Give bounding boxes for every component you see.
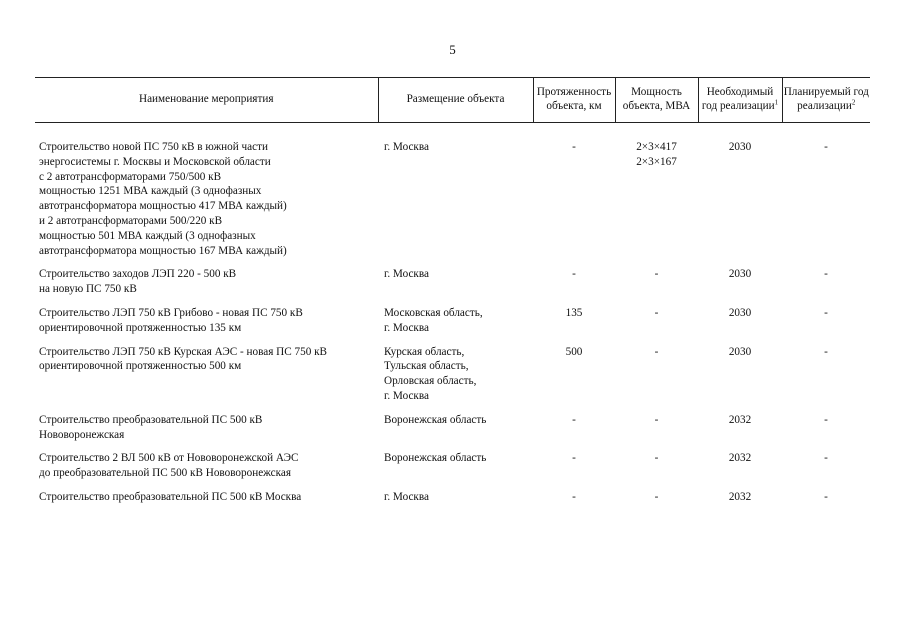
cell-measure-name-line: Строительство ЛЭП 750 кВ Грибово - новая ПС 750 кВ	[39, 306, 303, 319]
cell-measure-name-line: Нововоронежская	[39, 428, 125, 441]
cell-planned-year: -	[824, 345, 828, 358]
cell-power	[615, 306, 698, 345]
cell-measure-name	[35, 267, 378, 306]
cell-measure-name	[35, 490, 378, 514]
cell-measure-name-line: ориентировочной протяженностью 500 км	[39, 360, 242, 373]
cell-location-line: г. Москва	[384, 141, 429, 153]
cell-power-line: 2×3×167	[636, 155, 677, 168]
cell-required-year: 2030	[728, 306, 752, 319]
measures-table	[35, 77, 870, 514]
cell-power-line: -	[654, 306, 659, 319]
cell-location-line: Воронежская область	[384, 452, 487, 465]
cell-required-year: 2030	[728, 345, 752, 358]
column-header-power: Мощность объекта, МВА	[615, 78, 698, 123]
cell-required-year: 2032	[728, 490, 752, 503]
cell-length: -	[572, 268, 576, 281]
table-row	[35, 413, 870, 452]
cell-location-line: Курская область,	[384, 345, 465, 358]
cell-planned-year: -	[824, 413, 828, 426]
cell-required-year: 2030	[728, 268, 752, 281]
cell-power	[615, 490, 698, 514]
cell-measure-name-line: на новую ПС 750 кВ	[39, 283, 137, 296]
cell-length: 500	[565, 345, 583, 358]
cell-measure-name	[35, 123, 378, 268]
cell-measure-name-line: Строительство новой ПС 750 кВ в южной части	[39, 141, 268, 153]
column-header-planned-year: Планируемый год реализации$^2$	[782, 78, 870, 123]
cell-measure-name-line: и 2 автотрансформаторами 500/220 кВ	[39, 214, 223, 227]
cell-length: -	[572, 413, 576, 426]
cell-location	[378, 451, 533, 490]
cell-location-line: г. Москва	[384, 321, 429, 334]
cell-location-line: г. Москва	[384, 490, 429, 503]
column-header-length: Протяженность объекта, км	[533, 78, 615, 123]
cell-location	[378, 345, 533, 413]
column-header-measure-name: Наименование мероприятия	[35, 78, 378, 123]
cell-location	[378, 267, 533, 306]
footnote-marker: 2	[851, 98, 856, 107]
cell-measure-name-line: ориентировочной протяженностью 135 км	[39, 321, 242, 334]
cell-power-line: -	[654, 490, 659, 503]
cell-power	[615, 413, 698, 452]
cell-required-year: 2032	[728, 413, 752, 426]
column-header-required-year: Необходимый год реализации$^1$	[698, 78, 782, 123]
cell-power	[615, 267, 698, 306]
cell-measure-name-line: Строительство преобразовательной ПС 500 кВ Москва	[39, 490, 302, 503]
cell-required-year: 2032	[728, 452, 752, 465]
cell-location	[378, 123, 533, 268]
cell-measure-name	[35, 306, 378, 345]
cell-measure-name-line: энергосистемы г. Москвы и Московской области	[39, 155, 271, 168]
cell-measure-name-line: до преобразовательной ПС 500 кВ Нововоронежская	[39, 467, 292, 480]
cell-location	[378, 306, 533, 345]
cell-location-line: Тульская область,	[384, 360, 469, 373]
cell-location-line: Московская область,	[384, 306, 483, 319]
cell-measure-name-line: с 2 автотрансформаторами 750/500 кВ	[39, 170, 222, 183]
cell-measure-name-line: мощностью 1251 МВА каждый (3 однофазных	[39, 185, 262, 198]
cell-measure-name-line: Строительство преобразовательной ПС 500 кВ	[39, 413, 263, 426]
cell-measure-name	[35, 451, 378, 490]
cell-measure-name	[35, 345, 378, 413]
cell-measure-name-line: Строительство 2 ВЛ 500 кВ от Нововоронежской АЭС	[39, 452, 299, 465]
cell-power	[615, 451, 698, 490]
table-body	[35, 123, 870, 514]
cell-measure-name-line: автотрансформатора мощностью 167 МВА каждый)	[39, 244, 287, 257]
cell-power-line: -	[654, 268, 659, 281]
cell-measure-name	[35, 413, 378, 452]
table-row	[35, 306, 870, 345]
cell-location	[378, 490, 533, 514]
cell-power-line: -	[654, 345, 659, 358]
cell-location	[378, 413, 533, 452]
cell-measure-name-line: мощностью 501 МВА каждый (3 однофазных	[39, 229, 256, 242]
cell-planned-year: -	[824, 306, 828, 319]
cell-location-line: г. Москва	[384, 389, 429, 402]
cell-power-line: 2×3×417	[636, 141, 677, 153]
cell-planned-year: -	[824, 490, 828, 503]
table-row	[35, 345, 870, 413]
cell-power	[615, 345, 698, 413]
table-row	[35, 451, 870, 490]
table-row	[35, 123, 870, 268]
cell-power-line: -	[654, 452, 659, 465]
cell-measure-name-line: Строительство ЛЭП 750 кВ Курская АЭС - новая ПС 750 кВ	[39, 345, 327, 358]
table-row	[35, 267, 870, 306]
page-number: 5	[449, 42, 456, 57]
cell-required-year: 2030	[728, 141, 752, 153]
cell-measure-name-line: автотрансформатора мощностью 417 МВА каждый)	[39, 200, 287, 213]
cell-planned-year: -	[824, 452, 828, 465]
cell-length: -	[572, 452, 576, 465]
cell-power-line: -	[654, 413, 659, 426]
cell-location-line: Воронежская область	[384, 413, 487, 426]
cell-length: -	[572, 141, 576, 153]
cell-length: -	[572, 490, 576, 503]
cell-location-line: г. Москва	[384, 268, 429, 281]
cell-length: 135	[565, 306, 583, 319]
cell-location-line: Орловская область,	[384, 375, 477, 388]
column-header-location: Размещение объекта	[378, 78, 533, 123]
cell-measure-name-line: Строительство заходов ЛЭП 220 - 500 кВ	[39, 268, 237, 281]
cell-planned-year: -	[824, 268, 828, 281]
table-header	[35, 78, 870, 123]
cell-power	[615, 123, 698, 268]
table-row	[35, 490, 870, 514]
cell-planned-year: -	[824, 141, 828, 153]
footnote-marker: 1	[774, 98, 779, 107]
